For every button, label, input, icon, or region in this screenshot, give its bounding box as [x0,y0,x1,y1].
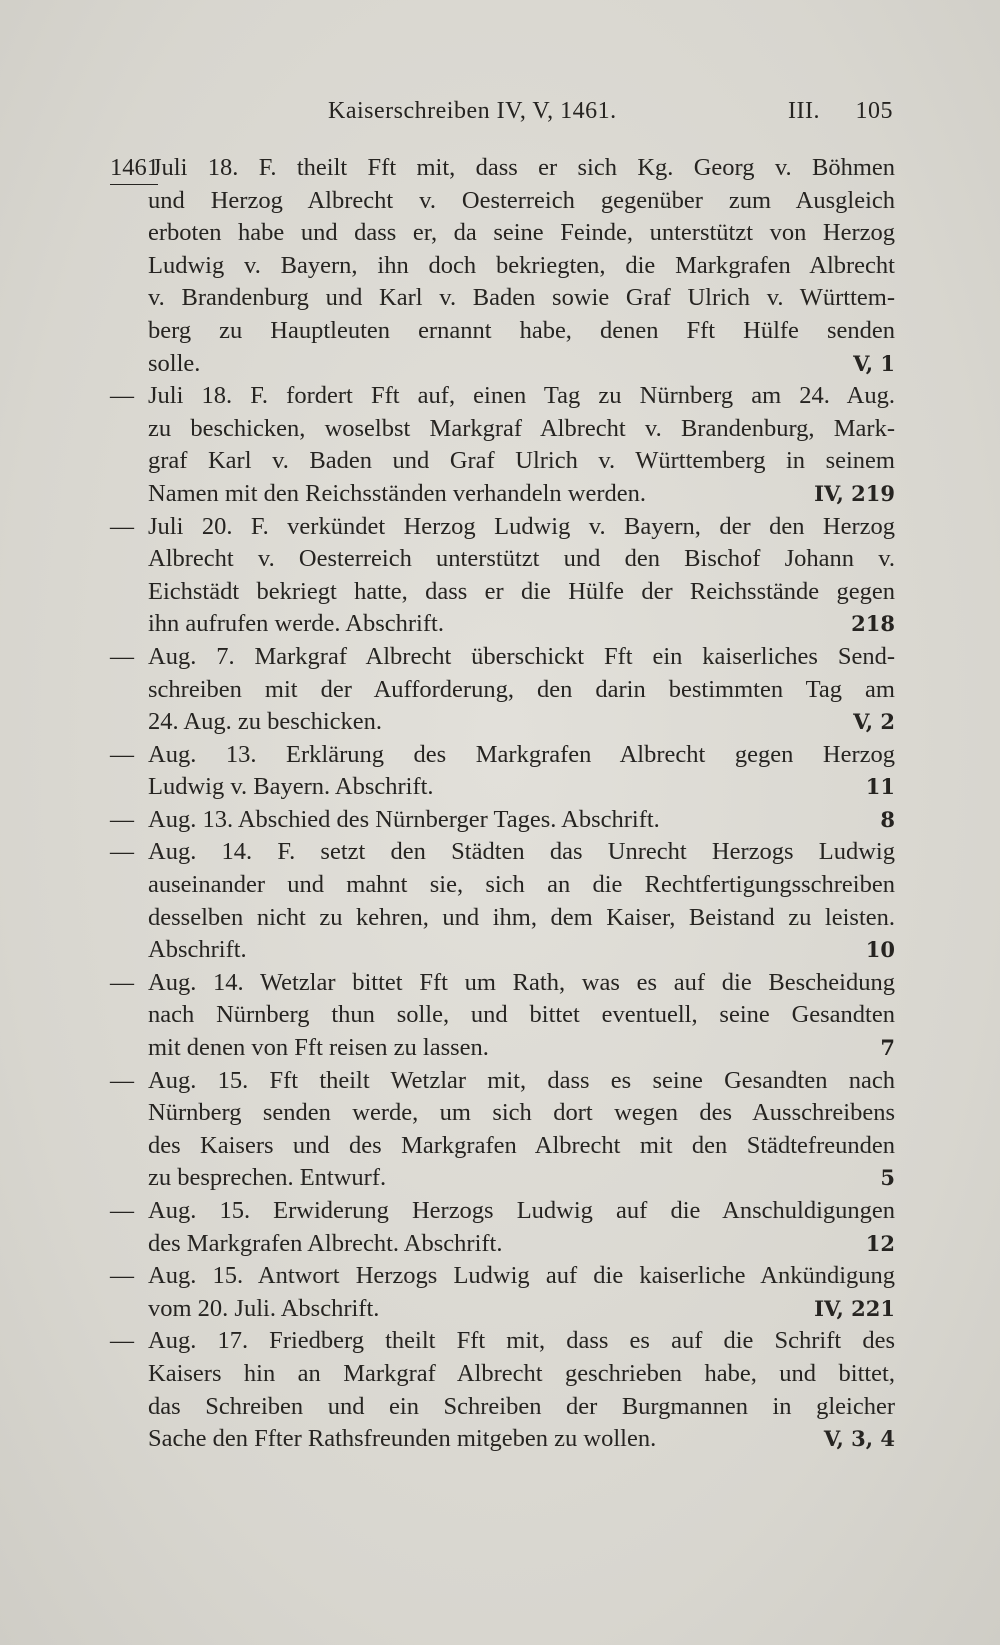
entry-line: 24. Aug. zu beschicken. [148,708,383,736]
register-entry [110,511,895,641]
entry-line: zu beschicken, woselbst Markgraf Albrecht v. Brandenburg, Mark- [148,414,895,442]
entry-line: Kaisers hin an Markgraf Albrecht geschrieben habe, und bittet, [148,1359,895,1387]
entry-line: v. Brandenburg und Karl v. Baden sowie Graf Ulrich v. Württem- [148,284,895,312]
entry-reference: 218 [851,611,895,637]
entry-line: des Markgrafen Albrecht. Abschrift. [148,1229,503,1257]
entry-line: Albrecht v. Oesterreich unterstützt und den Bischof Johann v. [148,545,895,573]
entry-reference: 5 [880,1165,895,1191]
entry-list [110,152,895,1456]
entry-line: erboten habe und dass er, da seine Feinde, unterstützt von Herzog [148,219,895,247]
entry-line: Aug. 15. Fft theilt Wetzlar mit, dass es seine Gesandten nach [148,1066,895,1094]
entry-line: solle. [148,349,201,377]
register-entry [110,380,895,510]
entry-dash: — [110,839,134,866]
page-number: 105 [855,98,893,124]
entry-line: des Kaisers und des Markgrafen Albrecht mit den Städtefreunden [148,1131,895,1159]
entry-line: Aug. 13. Abschied des Nürnberger Tages. Abschrift. [148,805,660,833]
entry-line: Juli 18. F. theilt Fft mit, dass er sich Kg. Georg v. Böhmen [152,154,895,181]
entry-line: ihn aufrufen werde. Abschrift. [148,610,444,638]
register-entry [110,1065,895,1195]
entry-line: Aug. 13. Erklärung des Markgrafen Albrecht gegen Herzog [148,740,895,768]
register-entry [110,152,895,380]
entry-dash: — [110,643,134,670]
entry-dash: — [110,383,134,410]
entry-reference: 11 [865,774,895,800]
entry-line: auseinander und mahnt sie, sich an die Rechtfertigungsschreiben [148,871,895,899]
entry-dash: — [110,806,134,833]
entry-line: Abschrift. [148,936,247,964]
entry-reference: V, 1 [853,350,895,376]
entry-line: desselben nicht zu kehren, und ihm, dem Kaiser, Beistand zu leisten. [148,903,895,931]
entry-line: nach Nürnberg thun solle, und bittet eventuell, seine Gesandten [148,1001,895,1029]
entry-year: 1461 [110,152,158,185]
register-entry [110,739,895,804]
entry-reference: 10 [865,937,895,963]
register-entry [110,641,895,739]
section-number: III. [788,98,820,124]
register-entry [110,1260,895,1325]
entry-reference: V, 3, 4 [823,1426,895,1452]
entry-reference: 12 [865,1230,895,1256]
entry-line: Aug. 14. F. setzt den Städten das Unrecht Herzogs Ludwig [148,838,895,866]
entry-dash: — [110,1067,134,1094]
entry-dash: — [110,969,134,996]
entry-line: Aug. 15. Erwiderung Herzogs Ludwig auf die Anschuldigungen [148,1197,895,1224]
entry-line: schreiben mit der Aufforderung, den darin bestimmten Tag am [148,675,895,703]
entry-line: Namen mit den Reichsständen verhandeln werden. [148,479,647,507]
entry-line: Nürnberg senden werde, um sich dort wegen des Ausschreibens [148,1099,895,1127]
entry-reference: 8 [880,806,895,832]
entry-line: zu besprechen. Entwurf. [148,1164,387,1192]
entry-dash: — [110,1263,134,1290]
entry-line: Sache den Ffter Rathsfreunden mitgeben zu wollen. [148,1425,657,1453]
running-header [148,98,893,134]
entry-line: Aug. 17. Friedberg theilt Fft mit, dass es auf die Schrift des [148,1327,895,1355]
register-entry [110,1325,895,1455]
register-entry [110,967,895,1065]
entry-line: Ludwig v. Bayern, ihn doch bekriegten, die Markgrafen Albrecht [148,251,895,279]
entry-line: Aug. 14. Wetzlar bittet Fft um Rath, was es auf die Bescheidung [148,968,895,996]
register-entry [110,1195,895,1260]
running-title: Kaiserschreiben IV, V, 1461. [328,98,617,124]
entry-dash: — [110,1198,134,1224]
entry-line: mit denen von Fft reisen zu lassen. [148,1034,489,1062]
entry-line: berg zu Hauptleuten ernannt habe, denen Fft Hülfe senden [148,316,895,344]
register-entry [110,836,895,966]
entry-line: das Schreiben und ein Schreiben der Burgmannen in gleicher [148,1392,895,1420]
entry-line: und Herzog Albrecht v. Oesterreich gegenüber zum Ausgleich [148,186,895,214]
entry-line: graf Karl v. Baden und Graf Ulrich v. Württemberg in seinem [148,447,895,475]
entry-dash: — [110,513,134,540]
entry-line: Juli 20. F. verkündet Herzog Ludwig v. Bayern, der den Herzog [148,512,895,540]
entry-reference: V, 2 [853,709,895,735]
entry-reference: IV, 221 [814,1295,895,1321]
entry-reference: 7 [880,1035,895,1061]
entry-dash: — [110,741,134,768]
entry-line: Eichstädt bekriegt hatte, dass er die Hülfe der Reichsstände gegen [148,577,895,605]
entry-line: Juli 18. F. fordert Fft auf, einen Tag zu Nürnberg am 24. Aug. [148,382,895,410]
entry-line: Ludwig v. Bayern. Abschrift. [148,773,434,801]
entry-line: Aug. 15. Antwort Herzogs Ludwig auf die kaiserliche Ankündigung [148,1262,895,1290]
entry-line: Aug. 7. Markgraf Albrecht überschickt Fft ein kaiserliches Send- [148,642,895,670]
entry-line: vom 20. Juli. Abschrift. [148,1294,380,1322]
entry-dash: — [110,1328,134,1355]
register-entry [110,804,895,837]
entry-reference: IV, 219 [814,480,895,506]
